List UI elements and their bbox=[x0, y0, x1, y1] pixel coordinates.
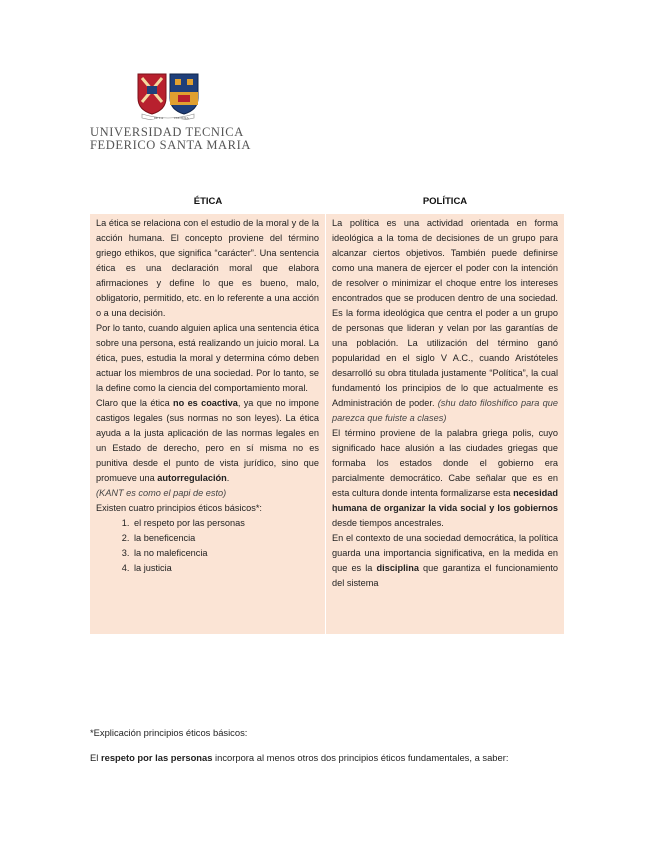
emphasis-disciplina: disciplina bbox=[376, 563, 419, 573]
politica-cell bbox=[326, 214, 564, 634]
emphasis-no-coactiva: no es coactiva bbox=[173, 398, 238, 408]
footnote-title: *Explicación principios éticos básicos: bbox=[90, 727, 248, 738]
university-name bbox=[90, 126, 251, 152]
etica-cell bbox=[90, 214, 325, 634]
header-politica: POLÍTICA bbox=[422, 196, 468, 207]
politica-paragraph-3: En el contexto de una sociedad democrática, la política guarda una importancia significativa, en la medida en que es la disciplina que garantiza el funcionamiento del sistema bbox=[332, 533, 558, 588]
header-etica: ÉTICA bbox=[193, 196, 223, 207]
list-item: 2. la beneficencia bbox=[132, 531, 319, 546]
university-crest-icon bbox=[136, 72, 200, 120]
emphasis-necesidad-humana: necesidad humana de organizar la vida social y los gobiernos bbox=[332, 488, 558, 513]
banner-right-text: CULTURA bbox=[174, 116, 189, 120]
university-name-line1: UNIVERSIDAD TECNICA bbox=[90, 125, 244, 139]
ethics-politics-table bbox=[90, 196, 564, 634]
emphasis-respeto: respeto por las personas bbox=[100, 752, 213, 763]
etica-note: (KANT es como el papi de esto) bbox=[96, 488, 227, 498]
table-header-row bbox=[90, 196, 564, 212]
university-name-line2: FEDERICO SANTA MARIA bbox=[90, 138, 252, 152]
list-item: 1. el respeto por las personas bbox=[132, 516, 319, 531]
politica-note: (shu dato filoshifico para que parezca que fuiste a clases) bbox=[332, 398, 558, 423]
list-item: 3. la no maleficencia bbox=[132, 546, 319, 561]
emphasis-autorregulacion: autorregulación bbox=[157, 473, 227, 483]
etica-paragraph-2: Por lo tanto, cuando alguien aplica una sentencia ética sobre una persona, está realizando un juicio moral. La ética, pues, estudia la moral y determina cómo deben actuar los miembros de una sociedad. Por lo tanto, se la define como la ciencia del comportamiento moral. bbox=[96, 323, 319, 393]
footnote-line: El respeto por las personas incorpora al menos otros dos principios éticos fundamentales, a saber: bbox=[90, 752, 509, 763]
etica-paragraph-1: La ética se relaciona con el estudio de la moral y de la acción humana. El concepto proviene del término griego ethikos, que significa “carácter”. Una sentencia ética es una declaración moral que elabora afirmaciones y define lo que es bueno, malo, obligatorio, permitido, etc. en lo referente a una acción o a una decisión. bbox=[96, 218, 319, 318]
etica-paragraph-3: Claro que la ética no es coactiva, ya que no impone castigos legales (sus normas no son leyes). La ética ayuda a la justa aplicación de las normas legales en un Estado de derecho, pero en sí misma no es punitiva desde el punto de vista jurídico, sino que promueve una autorregulación. bbox=[96, 398, 319, 483]
list-item: 4. la justicia bbox=[132, 561, 319, 576]
principles-list bbox=[96, 516, 319, 576]
politica-paragraph-1: La política es una actividad orientada en forma ideológica a la toma de decisiones de un grupo para alcanzar ciertos objetivos. También puede definirse como una manera de ejercer el poder con la intención de resolver o minimizar el choque entre los intereses encontrados que se producen dentro de una sociedad. Es la forma ideológica que centra el poder a un grupo de personas que lideran y velan por las garantías de una población. La utilización del término ganó popularidad en el siglo V A.C., cuando Aristóteles desarrolló su obra titulada justamente “Política”, la cual fundamentó los principios de lo que actualmente es Administración de poder. (shu dato filoshifico para que parezca que fuiste a clases) bbox=[332, 218, 558, 423]
table-body-row bbox=[90, 214, 564, 634]
principles-intro: Existen cuatro principios éticos básicos*: bbox=[96, 503, 262, 513]
politica-paragraph-2: El término proviene de la palabra griega polis, cuyo significado hace alusión a las ciudades griegas que formaba los estados donde el gobierno era parcialmente democrático. Cabe señalar que es en esta cultura donde intenta formalizarse esta necesidad humana de organizar la vida social y los gobiernos desde tiempos ancestrales. bbox=[332, 428, 558, 528]
banner-left-text: DE LA bbox=[154, 116, 164, 120]
